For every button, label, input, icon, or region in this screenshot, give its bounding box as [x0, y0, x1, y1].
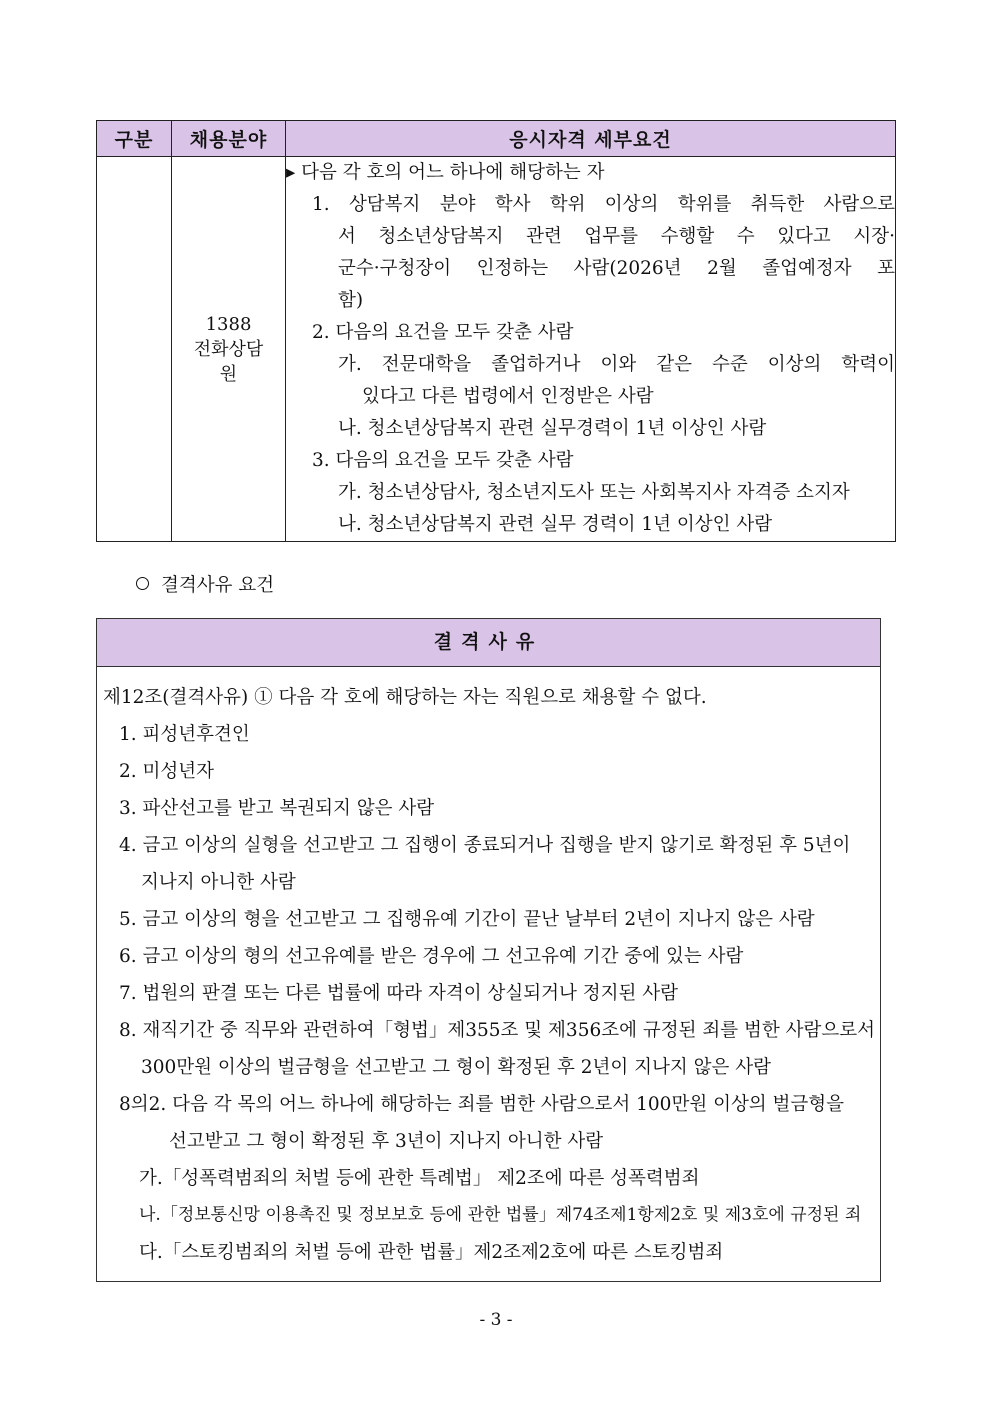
clause-line: 6. 금고 이상의 형의 선고유예를 받은 경우에 그 선고유예 기간 중에 있는 사람 — [119, 946, 744, 967]
requirement-line: ▸ 다음 각 호의 어느 하나에 해당하는 자 — [286, 162, 605, 183]
requirement-line: 함) — [338, 290, 364, 311]
clause-line: 7. 법원의 판결 또는 다른 법률에 따라 자격이 상실되거나 정지된 사람 — [119, 983, 678, 1004]
disqualification-box — [96, 618, 881, 1282]
clause-line: 1. 피성년후견인 — [119, 724, 250, 745]
box-body — [97, 667, 880, 1271]
clause-line: 다.「스토킹범죄의 처벌 등에 관한 법률」제2조제2호에 따른 스토킹범죄 — [139, 1242, 724, 1263]
circle-bullet-icon — [136, 577, 149, 590]
clause-line: 나.「정보통신망 이용촉진 및 정보보호 등에 관한 법률」제74조제1항제2호 및 제3호에 규정된 죄 — [139, 1205, 862, 1225]
header-category: 구분 — [97, 121, 172, 157]
clause-line: 2. 미성년자 — [119, 761, 215, 782]
field-line: 원 — [219, 363, 238, 385]
field-line: 전화상담 — [193, 338, 264, 360]
clause-line: 8. 재직기간 중 직무와 관련하여「형법」제355조 및 제356조에 규정된 죄를 범한 사람으로서 — [119, 1020, 875, 1041]
requirement-line: 2. 다음의 요건을 모두 갖춘 사람 — [312, 322, 574, 343]
clause-line: 가.「성폭력범죄의 처벌 등에 관한 특례법」 제2조에 따른 성폭력범죄 — [139, 1168, 700, 1189]
category-cell — [97, 157, 172, 542]
table-header-row — [97, 121, 896, 157]
clause-line: 4. 금고 이상의 실형을 선고받고 그 집행이 종료되거나 집행을 받지 않기로 확정된 후 5년이 — [119, 835, 851, 856]
clause-line: 8의2. 다음 각 목의 어느 하나에 해당하는 죄를 범한 사람으로서 100만원 이상의 벌금형을 — [119, 1094, 845, 1115]
requirement-line: 3. 다음의 요건을 모두 갖춘 사람 — [312, 450, 574, 471]
requirement-line: 1. 상담복지 분야 학사 학위 이상의 학위를 취득한 사람으로 — [312, 194, 895, 215]
section-title: 결격사유 요건 — [161, 575, 275, 596]
requirement-line: 나. 청소년상담복지 관련 실무경력이 1년 이상인 사람 — [338, 418, 767, 439]
requirement-line: 나. 청소년상담복지 관련 실무 경력이 1년 이상인 사람 — [338, 514, 773, 535]
field-cell — [172, 157, 286, 542]
requirements-cell — [286, 157, 896, 542]
clause-line: 300만원 이상의 벌금형을 선고받고 그 형이 확정된 후 2년이 지나지 않은 사람 — [141, 1057, 772, 1078]
requirement-line: 가. 전문대학을 졸업하거나 이와 같은 수준 이상의 학력이 — [338, 354, 895, 375]
box-title: 결격사유 — [97, 619, 880, 667]
requirement-line: 서 청소년상담복지 관련 업무를 수행할 수 있다고 시장· — [338, 226, 895, 247]
page-number: - 3 - — [479, 1310, 513, 1330]
table-row — [97, 157, 896, 542]
requirement-line: 가. 청소년상담사, 청소년지도사 또는 사회복지사 자격증 소지자 — [338, 482, 850, 503]
field-line: 1388 — [205, 313, 252, 335]
clause-line: 3. 파산선고를 받고 복권되지 않은 사람 — [119, 798, 435, 819]
header-field: 채용분야 — [172, 121, 286, 157]
clause-line: 선고받고 그 형이 확정된 후 3년이 지나지 아니한 사람 — [169, 1131, 604, 1152]
requirement-line: 군수·구청장이 인정하는 사람(2026년 2월 졸업예정자 포 — [338, 258, 895, 279]
requirement-line: 있다고 다른 법령에서 인정받은 사람 — [362, 386, 654, 407]
section-heading — [136, 571, 274, 597]
clause-line: 제12조(결격사유) ① 다음 각 호에 해당하는 자는 직원으로 채용할 수 없다. — [103, 687, 707, 708]
header-requirements: 응시자격 세부요건 — [286, 121, 896, 157]
clause-line: 지나지 아니한 사람 — [141, 872, 296, 893]
qualification-table — [96, 120, 896, 542]
clause-line: 5. 금고 이상의 형을 선고받고 그 집행유예 기간이 끝난 날부터 2년이 지나지 않은 사람 — [119, 909, 815, 930]
